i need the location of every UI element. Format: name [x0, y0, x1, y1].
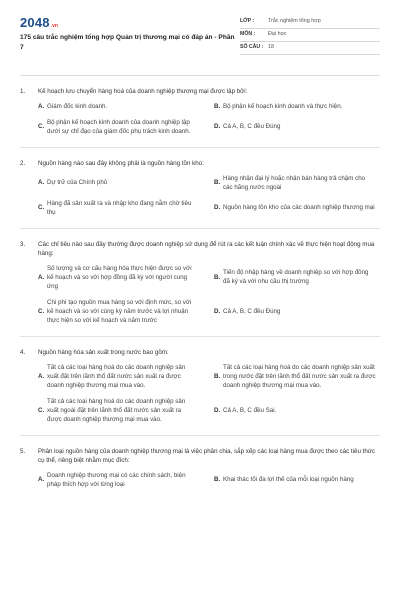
- question-number: 5.: [20, 447, 26, 455]
- answer-text: Chi phí tạo nguồn mua hàng so với định mức, so với kế hoạch và so với cùng kỳ năm trước và lợi nhuận thực hiện so với kế hoạch và năm trước: [47, 298, 192, 324]
- question-stem: [20, 160, 380, 169]
- answer-letter: B.: [214, 372, 221, 380]
- answer-letter: C.: [38, 123, 45, 131]
- meta-key: SỐ CÂU :: [240, 44, 264, 51]
- meta-value: Đại học: [268, 31, 287, 38]
- answer-letter: B.: [214, 179, 221, 187]
- answer-option-b[interactable]: [214, 103, 380, 112]
- answer-option-a[interactable]: [38, 472, 204, 490]
- answer-letter: C.: [38, 307, 45, 315]
- answer-option-d[interactable]: [214, 119, 380, 137]
- document-meta: [240, 16, 380, 55]
- answer-text: Bộ phận kế hoạch kinh doanh và thực hiện.: [223, 102, 343, 110]
- question-item: [20, 436, 380, 500]
- question-text: Các chỉ tiêu nào sau đây thường được doanh nghiệp sử dụng để rút ra các kết luận chính xác về thực hiện hoạt động mua hàng:: [38, 240, 375, 257]
- question-stem: [20, 349, 380, 358]
- question-stem: [20, 241, 380, 259]
- answer-text: Tất cả các loại hàng hoá do các doanh nghiệp sản xuất đặt trên lãnh thổ đất nước sản xuất ra được doanh nghiệp thương mại mua vào.: [47, 363, 186, 389]
- meta-row-count: [240, 42, 380, 55]
- answer-option-b[interactable]: [214, 265, 380, 292]
- answer-option-a[interactable]: [38, 103, 204, 112]
- question-item: [20, 76, 380, 148]
- answer-text: Hàng nhận đại lý hoặc nhận bán hàng trả chậm cho các hãng nước ngoài: [223, 174, 366, 191]
- answer-letter: B.: [214, 273, 221, 281]
- answer-options: [20, 265, 380, 326]
- answer-letter: D.: [214, 406, 221, 414]
- question-item: [20, 229, 380, 337]
- site-logo[interactable]: [20, 16, 235, 30]
- answer-text: Tiến độ nhập hàng về doanh nghiệp so với hợp đồng đã ký và với nhu cầu thị trường: [223, 269, 369, 286]
- answer-letter: B.: [214, 476, 221, 484]
- answer-option-d[interactable]: [214, 398, 380, 425]
- answer-option-a[interactable]: [38, 364, 204, 391]
- document-title: 175 câu trắc nghiệm tổng hợp Quản trị thương mại có đáp án - Phần 7: [20, 34, 235, 51]
- question-item: [20, 148, 380, 229]
- answer-text: Doanh nghiệp thương mại có các chính sách, biện pháp thích hợp với từng loại: [47, 471, 186, 488]
- answer-option-c[interactable]: [38, 200, 204, 218]
- answer-options: [20, 472, 380, 490]
- logo-domain: .vn: [50, 23, 58, 29]
- question-stem: [20, 448, 380, 466]
- answer-text: Cả A, B, C đều Đúng: [223, 123, 281, 131]
- meta-key: MÔN :: [240, 31, 256, 38]
- answer-letter: D.: [214, 204, 221, 212]
- question-number: 1.: [20, 88, 26, 95]
- answer-text: Bộ phận kế hoạch kinh doanh của doanh nghiệp lập dưới sự chỉ đạo của giám đốc phụ trách kinh doanh.: [47, 118, 191, 135]
- meta-value: 18: [268, 44, 274, 51]
- answer-letter: C.: [38, 406, 45, 414]
- meta-row-class: [240, 16, 380, 29]
- answer-letter: D.: [214, 123, 221, 131]
- question-number: 2.: [20, 159, 26, 167]
- answer-text: Tất cả các loại hàng hoá do các doanh nghiệp sản xuất trong nước đặt trên lãnh thổ đất nước sản xuất ra được doanh nghiệp thương mại mua vào.: [223, 363, 376, 389]
- answer-options: [20, 103, 380, 137]
- answer-option-b[interactable]: [214, 364, 380, 391]
- question-item: [20, 337, 380, 436]
- question-text: Phân loại nguồn hàng của doanh nghiệp thương mại là việc phân chia, sắp xếp các loại hàng mua được theo các tiêu thức cụ thể, riêng biệt nhằm mục đích:: [38, 447, 376, 464]
- answer-text: Nguồn hàng tồn kho của các doanh nghiệp thương mại: [223, 204, 375, 212]
- answer-option-b[interactable]: [214, 175, 380, 193]
- answer-options: [20, 175, 380, 218]
- answer-options: [20, 364, 380, 425]
- meta-row-subject: [240, 29, 380, 42]
- answer-option-c[interactable]: [38, 398, 204, 425]
- answer-option-b[interactable]: [214, 472, 380, 490]
- answer-letter: A.: [38, 273, 45, 281]
- question-stem: [20, 88, 380, 97]
- answer-letter: A.: [38, 102, 45, 110]
- answer-option-a[interactable]: [38, 175, 204, 193]
- answer-letter: A.: [38, 179, 45, 187]
- answer-option-d[interactable]: [214, 299, 380, 326]
- question-number: 3.: [20, 240, 26, 248]
- answer-text: Tất cả các loại hàng hoá do các doanh nghiệp sản xuất ngoài đặt trên lãnh thổ đất nước sản xuất ra được doanh nghiệp thương mại mua vào.: [47, 397, 186, 423]
- answer-option-a[interactable]: [38, 265, 204, 292]
- answer-option-c[interactable]: [38, 299, 204, 326]
- question-text: Nguồn hàng nào sau đây không phải là nguồn hàng tồn kho:: [38, 159, 204, 167]
- header-left: [20, 16, 235, 53]
- answer-text: Khai thác tối đa lợi thế của mỗi loại nguồn hàng: [223, 476, 354, 484]
- answer-text: Cả A, B, C đều Đúng: [223, 307, 281, 315]
- answer-letter: A.: [38, 372, 45, 380]
- answer-text: Dự trữ của Chính phủ: [47, 179, 108, 187]
- meta-value: Trắc nghiệm tổng hợp: [268, 18, 321, 25]
- answer-letter: B.: [214, 102, 221, 110]
- logo-text: 2048: [20, 15, 50, 30]
- answer-text: Cả A, B, C đều Sai.: [223, 406, 277, 414]
- question-text: Nguồn hàng hóa sản xuất trong nước bao gồm:: [38, 348, 169, 356]
- answer-letter: C.: [38, 204, 45, 212]
- answer-letter: A.: [38, 476, 45, 484]
- answer-letter: D.: [214, 307, 221, 315]
- document-header: [20, 16, 380, 66]
- answer-text: Giám đốc kinh doanh.: [47, 102, 108, 110]
- answer-text: Hàng đã sản xuất ra và nhập kho đang nằm chờ tiêu thụ: [47, 199, 192, 216]
- answer-text: Số lượng và cơ cấu hàng hóa thực hiện được so với kế hoạch và so với hợp đồng đã ký với người cung ứng: [47, 264, 192, 290]
- meta-key: LỚP :: [240, 18, 255, 25]
- question-text: Kế hoạch lưu chuyển hàng hoá của doanh nghiệp thương mại được lập bởi:: [38, 88, 248, 95]
- question-number: 4.: [20, 348, 26, 356]
- answer-option-d[interactable]: [214, 200, 380, 218]
- answer-option-c[interactable]: [38, 119, 204, 137]
